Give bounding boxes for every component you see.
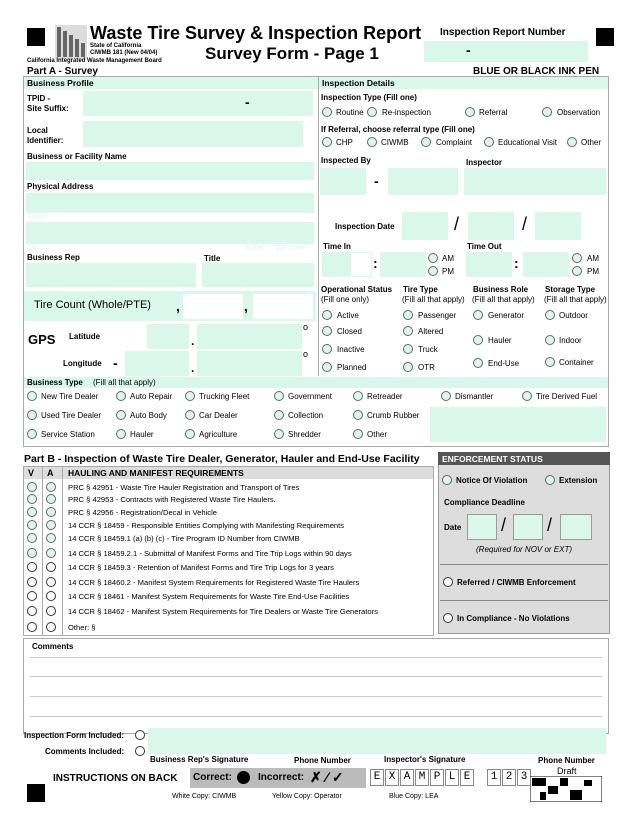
requirement-label: 14 CCR § 18461 - Manifest System Requirements for Waste Tire End-Use Facilities <box>68 592 350 601</box>
example-char-box: M <box>415 769 429 786</box>
chp-radio[interactable] <box>322 137 332 147</box>
time-out-minute-input[interactable] <box>523 252 569 277</box>
time-in-am-radio[interactable] <box>428 253 438 263</box>
inspection-year-input[interactable] <box>535 212 581 240</box>
gps-label: GPS <box>28 332 56 347</box>
longitude-minus: - <box>113 355 118 371</box>
requirement-label: 14 CCR § 18459.3 - Retention of Manifest Forms and Tire Trip Logs for 3 years <box>68 563 334 572</box>
other-type-input[interactable] <box>430 407 606 442</box>
longitude-degrees-input[interactable] <box>125 351 189 376</box>
in-compliance-radio[interactable] <box>443 613 453 623</box>
form-included-label: Inspection Form Included: <box>24 731 125 740</box>
time-out-label: Time Out <box>467 242 502 251</box>
latitude-degree-symbol: o <box>303 322 309 332</box>
end-use-checkbox[interactable] <box>473 358 483 368</box>
requirement-label: 14 CCR § 18460.2 - Manifest System Requirements for Registered Waste Tire Haulers <box>68 578 360 587</box>
routine-radio[interactable] <box>322 107 332 117</box>
tpid-label: TPID - <box>27 94 51 103</box>
observation-label: Observation <box>557 108 601 117</box>
outdoor-checkbox[interactable] <box>545 310 555 320</box>
requirement-label: PRC § 42953 - Contracts with Registered Waste Tire Haulers. <box>68 495 276 504</box>
generator-label: Generator <box>488 311 525 320</box>
operational-status-title: Operational Status <box>321 285 393 294</box>
hauler-type-label: Hauler <box>130 430 154 439</box>
deadline-year-input[interactable] <box>560 514 592 540</box>
longitude-dot: . <box>191 361 195 375</box>
requirement-label: PRC § 42956 - Registration/Decal in Vehicle <box>68 508 218 517</box>
applicable-radio[interactable] <box>46 606 56 616</box>
tire-type-title: Tire Type <box>403 285 438 294</box>
blue-copy-label: Blue Copy: LEA <box>389 793 439 800</box>
reinspection-label: Re-inspection <box>382 108 431 117</box>
inactive-radio[interactable] <box>322 344 332 354</box>
time-out-am-radio[interactable] <box>572 253 582 263</box>
divider <box>42 467 43 636</box>
latitude-dot: . <box>191 334 195 348</box>
auto-body-label: Auto Body <box>130 411 167 420</box>
time-out-am-label: AM <box>587 254 599 263</box>
business-rep-label: Business Rep <box>27 253 80 262</box>
service-station-label: Service Station <box>41 430 95 439</box>
phone-label-1: Phone Number <box>294 756 351 765</box>
phone-label-2: Phone Number <box>538 756 595 765</box>
business-type-sub: (Fill all that apply) <box>93 378 156 387</box>
street-label: Street <box>27 214 46 221</box>
incorrect-marks: ✗ ⁄ ✓ <box>310 769 344 785</box>
irn-label: Inspection Report Number <box>440 27 566 38</box>
form-title: Waste Tire Survey & Inspection Report <box>90 23 422 43</box>
tire-count-comma-2: , <box>244 298 248 314</box>
form-subtitle: Survey Form - Page 1 <box>205 44 379 63</box>
violation-radio[interactable] <box>27 562 37 572</box>
compliance-deadline-label: Compliance Deadline <box>444 498 525 507</box>
inspected-by-dash: - <box>374 173 379 189</box>
street-input[interactable] <box>26 222 314 244</box>
inspection-type-label: Inspection Type (Fill one) <box>321 93 417 102</box>
indoor-checkbox[interactable] <box>545 335 555 345</box>
hauler-role-label: Hauler <box>488 336 512 345</box>
part-b-title: Part B - Inspection of Waste Tire Dealer, Generator, Hauler and End-Use Facility <box>24 453 420 465</box>
part-a-title: Part A - Survey <box>27 66 98 77</box>
storage-type-title: Storage Type <box>545 285 596 294</box>
deadline-month-input[interactable] <box>467 514 497 540</box>
altered-checkbox[interactable] <box>403 326 413 336</box>
auto-body-checkbox[interactable] <box>116 410 126 420</box>
auto-repair-label: Auto Repair <box>130 392 173 401</box>
new-tire-dealer-label: New Tire Dealer <box>41 392 99 401</box>
referred-radio[interactable] <box>443 577 453 587</box>
registration-mark <box>27 28 45 46</box>
crumb-rubber-checkbox[interactable] <box>353 410 363 420</box>
inspector-input[interactable] <box>464 168 606 195</box>
dismantler-label: Dismantler <box>455 392 494 401</box>
tire-count-label: Tire Count (Whole/PTE) <box>34 299 151 311</box>
passenger-checkbox[interactable] <box>403 310 413 320</box>
violation-radio[interactable] <box>27 507 37 517</box>
time-out-pm-label: PM <box>587 267 599 276</box>
nov-label: Notice Of Violation <box>456 476 528 485</box>
latitude-decimal-input[interactable] <box>197 324 302 349</box>
applicable-radio[interactable] <box>46 520 56 530</box>
referred-label: Referred / CIWMB Enforcement <box>457 578 576 587</box>
outdoor-label: Outdoor <box>559 311 588 320</box>
example-char-box: P <box>430 769 444 786</box>
violation-radio[interactable] <box>27 533 37 543</box>
example-char-box: 3 <box>517 769 531 786</box>
end-use-label: End-Use <box>488 359 520 368</box>
city-label: City <box>27 245 40 252</box>
chp-label: CHP <box>336 138 353 147</box>
comment-line <box>30 716 602 717</box>
applicable-radio[interactable] <box>46 482 56 492</box>
in-compliance-label: In Compliance - No Violations <box>457 614 570 623</box>
tire-type-sub: (Fill all that apply) <box>402 295 465 304</box>
address-input[interactable] <box>26 193 314 213</box>
violation-radio[interactable] <box>27 482 37 492</box>
nov-radio[interactable] <box>442 475 452 485</box>
business-name-label: Business or Facility Name <box>27 152 127 161</box>
government-label: Government <box>288 392 333 401</box>
applicable-radio[interactable] <box>46 494 56 504</box>
educational-visit-radio[interactable] <box>484 137 494 147</box>
crumb-rubber-label: Crumb Rubber <box>367 411 420 420</box>
form-id-barcode <box>530 776 602 802</box>
planned-radio[interactable] <box>322 362 332 372</box>
longitude-decimal-input[interactable] <box>197 351 302 376</box>
violation-radio[interactable] <box>27 520 37 530</box>
inspection-day-input[interactable] <box>468 212 514 240</box>
registration-mark <box>596 28 614 46</box>
violation-radio[interactable] <box>27 622 37 632</box>
ciwmb-label: CIWMB <box>381 138 409 147</box>
required-note: (Required for NOV or EXT) <box>476 545 573 554</box>
used-tire-dealer-label: Used Tire Dealer <box>41 411 102 420</box>
zip-label: ZIP Code <box>276 245 306 252</box>
violation-radio[interactable] <box>27 577 37 587</box>
comment-line <box>30 657 602 658</box>
draft-label: Draft <box>557 766 577 776</box>
closed-radio[interactable] <box>322 326 332 336</box>
applicable-radio[interactable] <box>46 507 56 517</box>
collection-checkbox[interactable] <box>274 410 284 420</box>
referral-radio[interactable] <box>465 107 475 117</box>
new-tire-dealer-checkbox[interactable] <box>27 391 37 401</box>
truck-label: Truck <box>418 345 438 354</box>
indoor-label: Indoor <box>559 336 582 345</box>
active-label: Active <box>337 311 359 320</box>
example-char-box: E <box>370 769 384 786</box>
altered-label: Altered <box>418 327 444 336</box>
divider <box>440 564 608 565</box>
state-label-field: State <box>246 245 263 252</box>
tire-count-units-input[interactable] <box>252 293 314 320</box>
operational-status-sub: (Fill one only) <box>321 295 370 304</box>
correct-label: Correct: <box>193 772 232 783</box>
other-referral-label: Other <box>581 138 602 147</box>
violation-radio[interactable] <box>27 606 37 616</box>
generator-checkbox[interactable] <box>473 310 483 320</box>
requirement-label: 14 CCR § 18459 - Responsible Entities Complying with Manifesting Requirements <box>68 521 345 530</box>
observation-radio[interactable] <box>542 107 552 117</box>
routine-label: Routine <box>336 108 364 117</box>
time-in-pm-label: PM <box>442 267 454 276</box>
container-checkbox[interactable] <box>545 357 555 367</box>
deadline-slash-1: / <box>501 515 507 535</box>
trucking-fleet-label: Trucking Fleet <box>199 392 250 401</box>
applicable-radio[interactable] <box>46 577 56 587</box>
v-column-header: V <box>28 468 35 478</box>
time-in-pm-radio[interactable] <box>428 266 438 276</box>
example-char-box: A <box>400 769 414 786</box>
requirement-label: Other: § <box>68 623 96 632</box>
service-station-checkbox[interactable] <box>27 429 37 439</box>
time-in-hour-input-2[interactable] <box>350 252 372 277</box>
container-label: Container <box>559 358 594 367</box>
hauler-role-checkbox[interactable] <box>473 335 483 345</box>
example-char-box: X <box>385 769 399 786</box>
time-out-hour-input[interactable] <box>466 252 512 277</box>
comments-included-label: Comments Included: <box>45 747 125 756</box>
car-dealer-checkbox[interactable] <box>185 410 195 420</box>
shredder-label: Shredder <box>288 430 321 439</box>
requirement-label: PRC § 42951 - Waste Tire Hauler Registration and Transport of Tires <box>68 483 300 492</box>
applicable-radio[interactable] <box>46 622 56 632</box>
inspected-by-input-2[interactable] <box>388 168 458 195</box>
business-role-sub: (Fill all that apply) <box>472 295 535 304</box>
example-char-box: 2 <box>502 769 516 786</box>
time-in-colon: : <box>373 255 378 271</box>
inactive-label: Inactive <box>337 345 365 354</box>
enforcement-title: ENFORCEMENT STATUS <box>442 454 543 464</box>
requirement-label: 14 CCR § 18459.2.1 - Submittal of Manifest Forms and Tire Trip Logs within 90 days <box>68 549 352 558</box>
divider <box>318 76 319 376</box>
deadline-date-label: Date <box>444 523 462 532</box>
referral-label: Referral <box>479 108 508 117</box>
form-included-radio[interactable] <box>135 730 145 740</box>
tpid-input[interactable] <box>83 91 313 116</box>
inspected-by-label: Inspected By <box>321 156 371 165</box>
local-id-label: Local <box>27 126 48 135</box>
longitude-label: Longitude <box>63 359 102 368</box>
inspector-label: Inspector <box>466 158 503 167</box>
irn-dash: - <box>466 42 471 58</box>
incorrect-label: Incorrect: <box>258 772 305 783</box>
collection-label: Collection <box>288 411 324 420</box>
example-char-box: E <box>460 769 474 786</box>
comments-included-radio[interactable] <box>135 746 145 756</box>
irn-input[interactable] <box>424 41 588 62</box>
requirement-label: 14 CCR § 18459.1 (a) (b) (c) - Tire Program ID Number from CIWMB <box>68 534 300 543</box>
retreader-checkbox[interactable] <box>353 391 363 401</box>
tpid-dash: - <box>245 94 250 110</box>
example-char-box: L <box>445 769 459 786</box>
local-id-input[interactable] <box>83 121 303 147</box>
signature-area[interactable] <box>148 728 606 754</box>
site-suffix-label: Site Suffix: <box>27 104 69 113</box>
other-type-checkbox[interactable] <box>353 429 363 439</box>
used-tire-dealer-checkbox[interactable] <box>27 410 37 420</box>
hauling-manifest-title: HAULING AND MANIFEST REQUIREMENTS <box>68 468 244 478</box>
comments-box <box>23 638 609 734</box>
storage-type-sub: (Fill all that apply) <box>544 295 607 304</box>
other-referral-radio[interactable] <box>567 137 577 147</box>
agriculture-label: Agriculture <box>199 430 238 439</box>
time-in-minute-input[interactable] <box>380 252 426 277</box>
violation-radio[interactable] <box>27 494 37 504</box>
instructions-label: INSTRUCTIONS ON BACK <box>53 773 178 784</box>
example-char-box: 1 <box>487 769 501 786</box>
other-type-label: Other <box>367 430 388 439</box>
inspection-details-header: Inspection Details <box>319 77 608 89</box>
business-name-input[interactable] <box>26 162 314 180</box>
extension-radio[interactable] <box>545 475 555 485</box>
address-label: Physical Address <box>27 182 94 191</box>
car-dealer-label: Car Dealer <box>199 411 238 420</box>
applicable-radio[interactable] <box>46 548 56 558</box>
form-number: CIWMB 181 (New 04/04) <box>90 50 158 56</box>
passenger-label: Passenger <box>418 311 457 320</box>
date-slash-1: / <box>454 214 460 234</box>
requirement-label: 14 CCR § 18462 - Manifest System Requirements for Tire Dealers or Waste Tire Generators <box>68 607 378 616</box>
otr-label: OTR <box>418 363 435 372</box>
rep-signature-label: Business Rep's Signature <box>150 755 249 764</box>
shredder-checkbox[interactable] <box>274 429 284 439</box>
white-copy-label: White Copy: CIWMB <box>172 793 237 800</box>
extension-label: Extension <box>559 476 598 485</box>
comments-label: Comments <box>32 642 74 651</box>
applicable-radio[interactable] <box>46 591 56 601</box>
comment-line <box>30 696 602 697</box>
title-input[interactable] <box>202 263 314 287</box>
board-name: California Integrated Waste Management Board <box>27 58 162 64</box>
agriculture-checkbox[interactable] <box>185 429 195 439</box>
ciwmb-radio[interactable] <box>367 137 377 147</box>
time-in-label: Time In <box>323 242 351 251</box>
violation-radio[interactable] <box>27 548 37 558</box>
longitude-degree-symbol: o <box>303 349 309 359</box>
business-profile-header: Business Profile <box>24 77 318 89</box>
divider <box>440 600 608 601</box>
tire-derived-fuel-label: Tire Derived Fuel <box>536 392 598 401</box>
latitude-label: Latitude <box>69 332 101 341</box>
truck-checkbox[interactable] <box>403 344 413 354</box>
hauler-type-checkbox[interactable] <box>116 429 126 439</box>
business-rep-input[interactable] <box>26 263 196 287</box>
applicable-radio[interactable] <box>46 533 56 543</box>
otr-checkbox[interactable] <box>403 362 413 372</box>
government-checkbox[interactable] <box>274 391 284 401</box>
violation-radio[interactable] <box>27 591 37 601</box>
educational-visit-label: Educational Visit <box>498 138 557 147</box>
yellow-copy-label: Yellow Copy: Operator <box>272 793 342 800</box>
tire-count-thousands-input[interactable] <box>182 293 244 320</box>
active-radio[interactable] <box>322 310 332 320</box>
title-label: Title <box>204 254 221 263</box>
retreader-label: Retreader <box>367 392 403 401</box>
inspected-by-input-1[interactable] <box>320 168 366 195</box>
referral-type-label: If Referral, choose referral type (Fill one) <box>321 125 475 134</box>
tire-count-comma-1: , <box>176 298 180 314</box>
state-label: State of California <box>90 43 142 49</box>
registration-mark <box>27 784 45 802</box>
a-column-header: A <box>47 468 54 478</box>
trucking-fleet-checkbox[interactable] <box>185 391 195 401</box>
ciwmb-logo <box>55 25 87 59</box>
ink-note: BLUE OR BLACK INK PEN <box>473 66 600 77</box>
complaint-label: Complaint <box>436 138 473 147</box>
time-in-hour-input[interactable] <box>322 252 350 277</box>
time-out-colon: : <box>514 255 519 271</box>
deadline-slash-2: / <box>547 515 553 535</box>
correct-mark-icon <box>237 771 250 784</box>
auto-repair-checkbox[interactable] <box>116 391 126 401</box>
reinspection-radio[interactable] <box>367 107 377 117</box>
inspection-month-input[interactable] <box>402 212 448 240</box>
latitude-degrees-input[interactable] <box>147 324 189 349</box>
divider <box>62 467 63 636</box>
business-type-label: Business Type <box>27 378 83 387</box>
tire-derived-fuel-checkbox[interactable] <box>522 391 532 401</box>
dismantler-checkbox[interactable] <box>441 391 451 401</box>
business-role-title: Business Role <box>473 285 529 294</box>
planned-label: Planned <box>337 363 367 372</box>
comment-line <box>30 676 602 677</box>
date-slash-2: / <box>522 214 528 234</box>
time-in-am-label: AM <box>442 254 454 263</box>
applicable-radio[interactable] <box>46 562 56 572</box>
time-out-pm-radio[interactable] <box>572 266 582 276</box>
complaint-radio[interactable] <box>421 137 431 147</box>
inspection-date-label: Inspection Date <box>335 222 395 231</box>
local-id-label-2: Identifier: <box>27 136 64 145</box>
deadline-day-input[interactable] <box>513 514 543 540</box>
inspector-signature-label: Inspector's Signature <box>384 755 466 764</box>
closed-label: Closed <box>337 327 362 336</box>
